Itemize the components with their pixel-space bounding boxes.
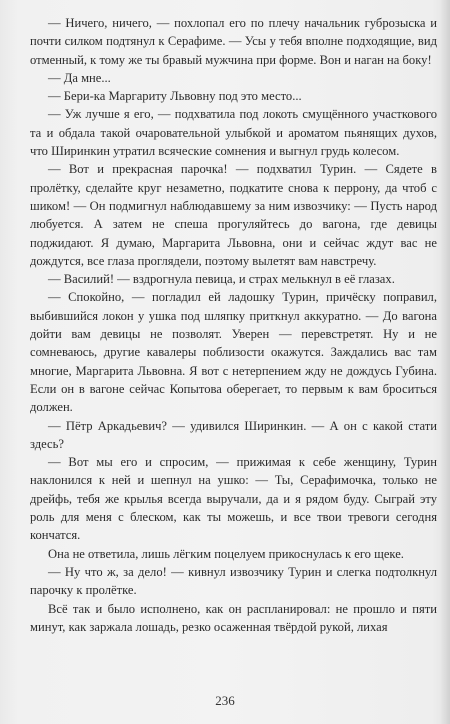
paragraph: Всё так и было исполнено, как он распланировал: не прошло и пяти минут, как заржала лошадь, резко осаженная твёрдой рукой, лихая <box>30 601 437 634</box>
paragraph: — Спокойно, — погладил ей ладошку Турин, причёску поправил, выбившийся локон у ушка под шляпку приткнул аккуратно. — До вагона дойти вам девицы не позволят. Уверен — перевстретят. Ну и не сомневаюсь, другие кавалеры поблизости окажутся. Заждались вас там многие, Маргарита Львовна. Я вот с нетерпением жду не дождусь Губина. Если он в вагоне сейчас Копытова оберегает, то первым к вам броситься должен. <box>30 290 437 415</box>
paragraph: — Пётр Аркадьевич? — удивился Ширинкин. — А он с какой стати здесь? <box>30 418 437 451</box>
paragraph: — Вот мы его и спросим, — прижимая к себе женщину, Турин наклонился к ней и шепнул на ушко: — Ты, Серафимочка, только не дрейфь, тебя же крылья всегда выручали, да и я рядом буду. Сыграй эту роль для меня с блеском, как ты можешь, и все твои тревоги сегодня кончатся. <box>30 455 437 543</box>
paragraph: — Ничего, ничего, — похлопал его по плечу начальник губрозыска и почти силком подтянул к Серафиме. — Усы у тебя вполне подходящие, вид отменный, к тому же ты бравый мужчина при форме. Вон и наган на боку! <box>30 16 437 67</box>
paragraph: Она не ответила, лишь лёгким поцелуем прикоснулась к его щеке. <box>48 546 404 561</box>
paragraph: — Ну что ж, за дело! — кивнул извозчику Турин и слегка подтолкнул парочку к пролётке. <box>30 564 437 598</box>
paragraph: — Да мне... <box>48 70 111 85</box>
page-edge-shadow <box>440 0 450 724</box>
page-number: 236 <box>215 693 235 708</box>
paragraph: — Уж лучше я его, — подхватила под локоть смущённого участкового та и обдала такой очаровательной улыбкой и ароматом пьянящих духов, что Ширинкин утратил всяческие сомнения и выгнул грудь колесом. <box>30 107 437 159</box>
paragraph: — Василий! — вздрогнула певица, и страх мелькнул в её глазах. <box>48 272 395 287</box>
body-text <box>30 14 437 636</box>
paragraph: — Вот и прекрасная парочка! — подхватил Турин. — Сядете в пролётку, сделайте круг незаметно, подкатите снова к перрону, да чтоб с шиком! — Он подмигнул наблюдавшему за ним извозчику: — Пусть народ любуется. А затем не спеша прогуляйтесь до вагона, где девицы поджидают. Я думаю, Маргарита Львовна, они и сейчас ждут вас не дождутся, все глаза проглядели, поэтому вылетят вам навстречу. <box>30 162 437 268</box>
paragraph: — Бери-ка Маргариту Львовну под это место... <box>48 89 302 104</box>
